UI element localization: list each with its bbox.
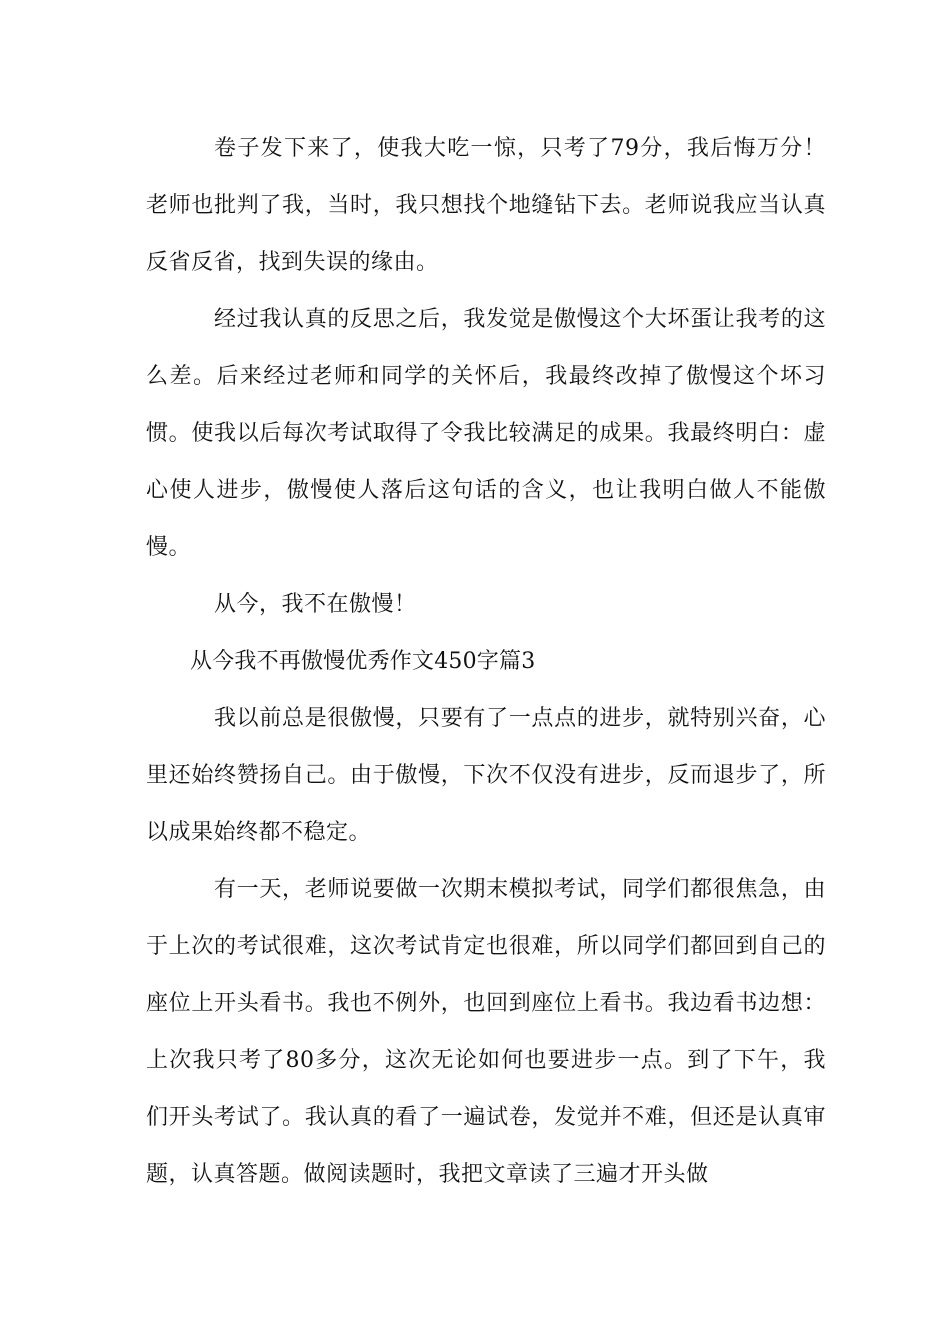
paragraph-3: 从今，我不在傲慢！	[214, 592, 417, 617]
section-heading: 从今我不再傲慢优秀作文450字篇3	[190, 649, 536, 674]
section-paragraph-2: 有一天，老师说要做一次期末模拟考试，同学们都很焦急，由于上次的考试很难，这次考试肯定也很难，所以同学们都回到自己的座位上开头看书。我也不例外，也回到座位上看书。我边看书边想：上次我只考了80多分，这次无论如何也要进步一点。到了下午，我们开头考试了。我认真的看了一遍试卷，发觉并不难，但还是认真审题，认真答题。做阅读题时，我把文章读了三遍才开头做	[146, 877, 826, 1187]
paragraph-2: 经过我认真的反思之后，我发觉是傲慢这个大坏蛋让我考的这么差。后来经过老师和同学的关怀后，我最终改掉了傲慢这个坏习惯。使我以后每次考试取得了令我比较满足的成果。我最终明白：虚心使人进步，傲慢使人落后这句话的含义，也让我明白做人不能傲慢。	[146, 307, 826, 560]
document-body	[146, 120, 826, 1203]
paragraph-1: 卷子发下来了，使我大吃一惊，只考了79分，我后悔万分！老师也批判了我，当时，我只想找个地缝钻下去。老师说我应当认真反省反省，找到失误的缘由。	[146, 136, 826, 275]
section-paragraph-1: 我以前总是很傲慢，只要有了一点点的进步，就特别兴奋，心里还始终赞扬自己。由于傲慢，下次不仅没有进步，反而退步了，所以成果始终都不稳定。	[146, 706, 826, 845]
